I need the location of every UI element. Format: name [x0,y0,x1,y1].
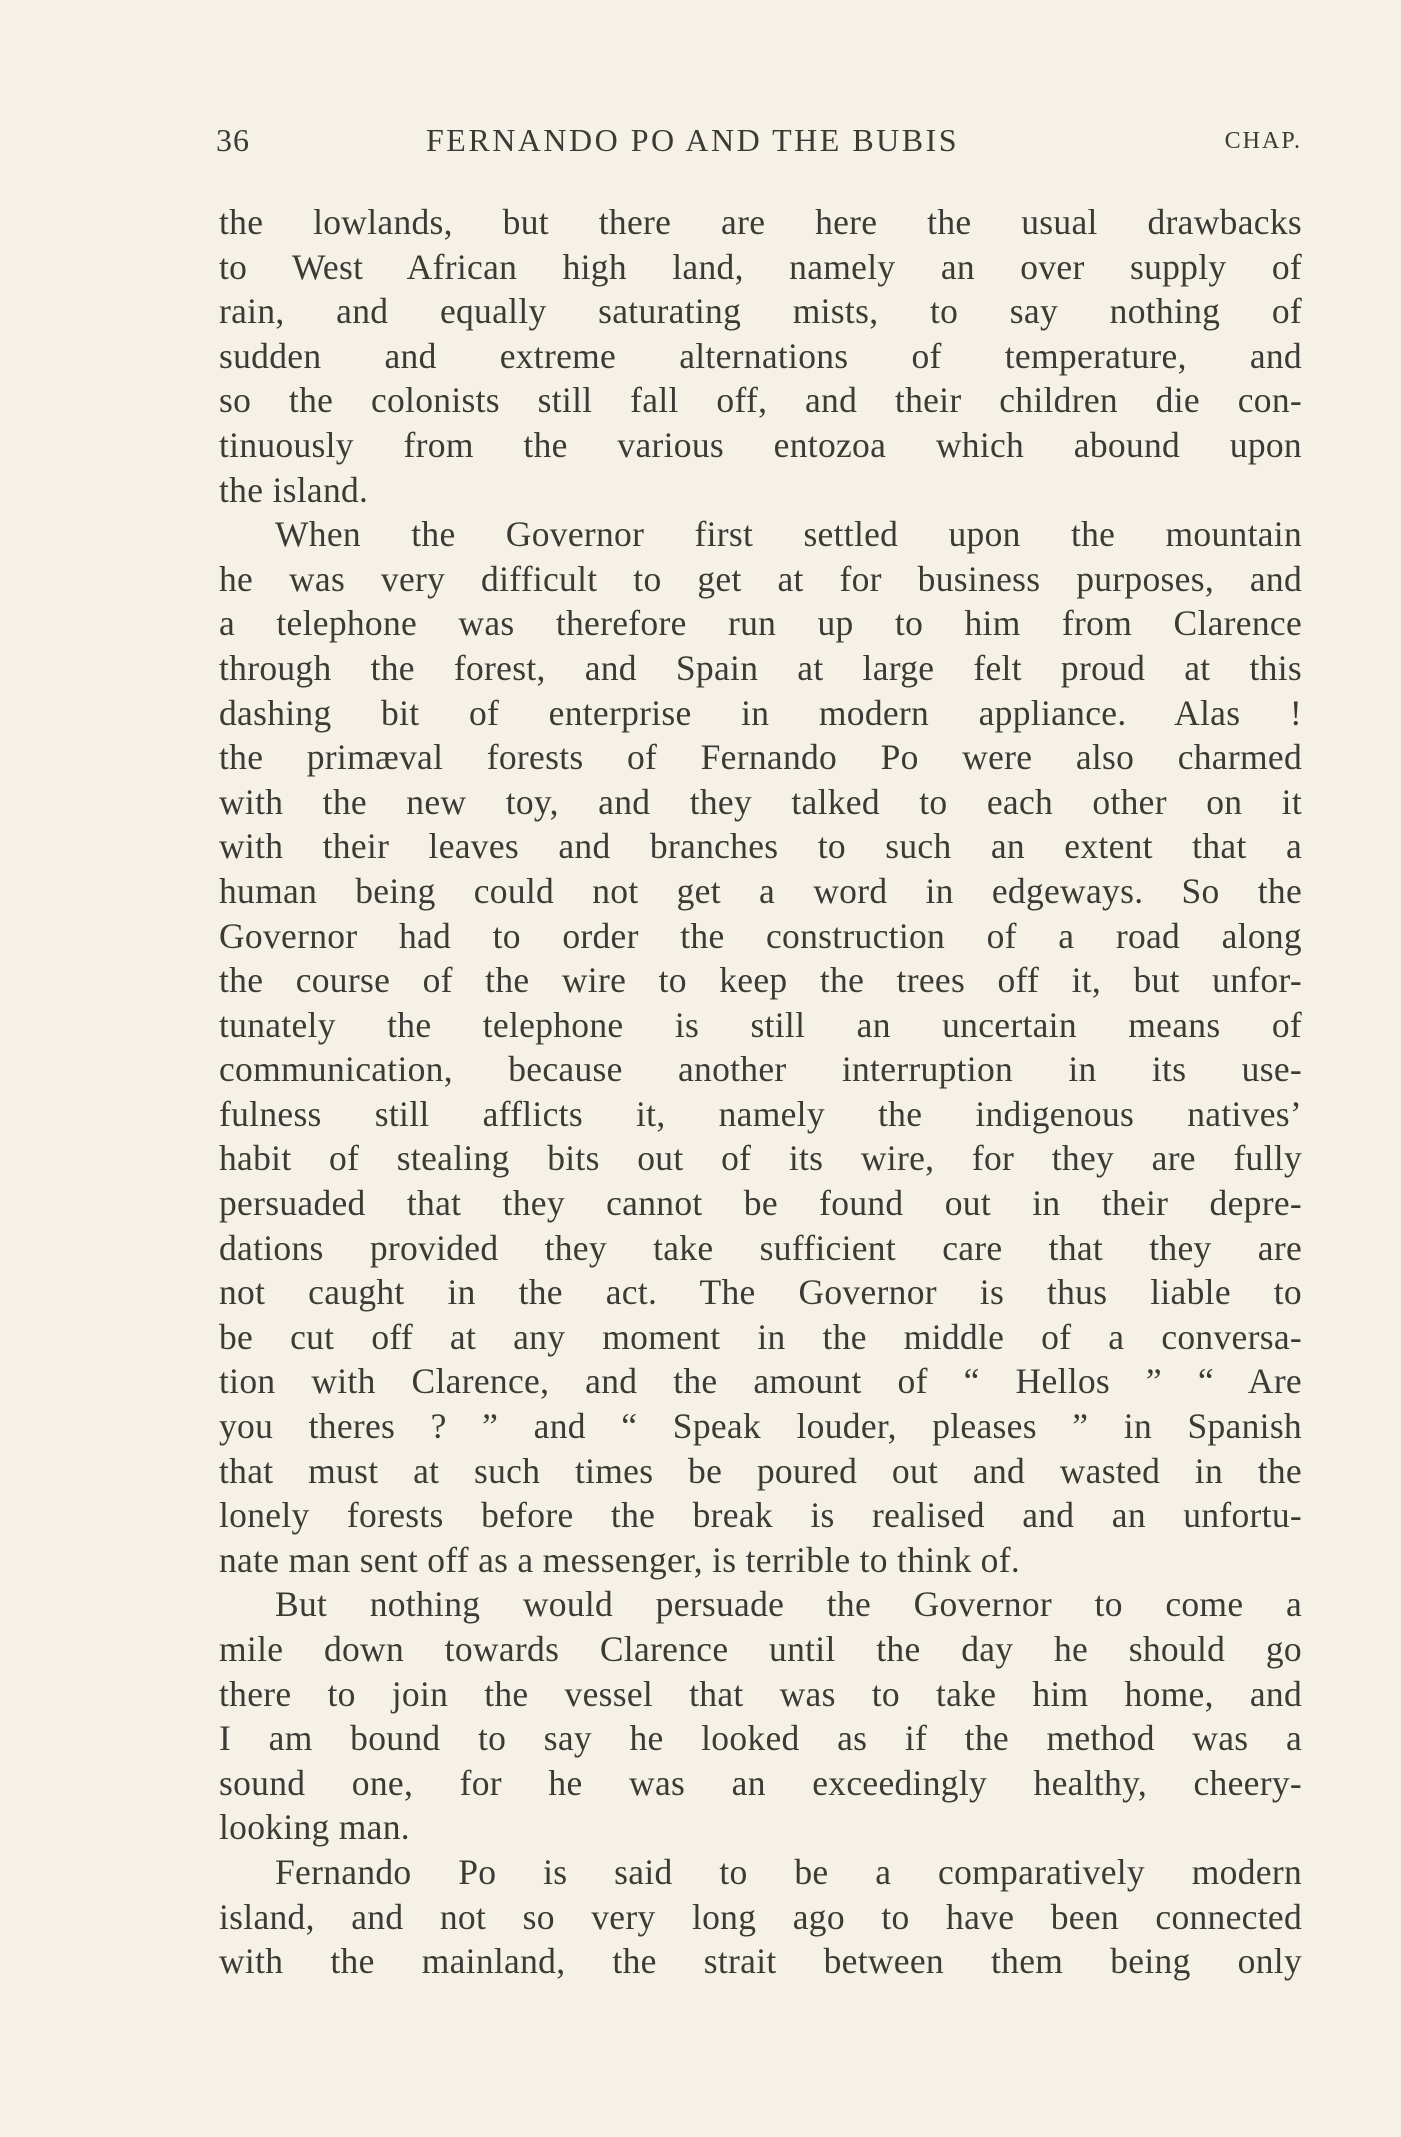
text-line: fulness still afflicts it, namely the indigenous natives’ [219,1093,1302,1134]
text-line: communication, because another interruption in its use- [219,1049,1302,1090]
text-line: you theres ? ” and “ Speak louder, pleases ” in Spanish [219,1406,1302,1447]
text-line: with the mainland, the strait between them being only [219,1941,1302,1982]
text-line: a telephone was therefore run up to him from Clarence [219,603,1302,644]
text-line: not caught in the act. The Governor is thus liable to [219,1272,1302,1313]
text-line: the island. [219,469,369,510]
running-head [216,122,1302,162]
text-line: so the colonists still fall off, and their children die con- [219,380,1302,421]
text-line: mile down towards Clarence until the day he should go [219,1629,1302,1669]
text-line: human being could not get a word in edgeways. So the [219,870,1302,911]
text-line: he was very difficult to get at for business purposes, and [219,558,1302,599]
text-line: that must at such times be poured out and wasted in the [219,1450,1302,1491]
text-line: persuaded that they cannot be found out in their depre- [219,1183,1302,1224]
text-line: island, and not so very long ago to have been connected [219,1896,1302,1937]
text-line: sound one, for he was an exceedingly healthy, cheery- [219,1762,1302,1803]
text-line: the lowlands, but there are here the usual drawbacks [219,202,1302,242]
text-line: sudden and extreme alternations of temperature, and [219,335,1302,376]
text-line: through the forest, and Spain at large felt proud at this [219,647,1302,688]
running-title: FERNANDO PO AND THE BUBIS [426,122,960,158]
text-line: But nothing would persuade the Governor to come a [275,1584,1302,1625]
text-line: Fernando Po is said to be a comparatively modern [275,1851,1302,1892]
text-line: looking man. [219,1807,410,1848]
text-line: Governor had to order the construction of a road along [219,915,1302,956]
chapter-label: CHAP. [1224,128,1302,154]
text-line: tinuously from the various entozoa which abound upon [219,424,1302,465]
page-number: 36 [216,122,250,158]
text-line: there to join the vessel that was to take him home, and [219,1673,1302,1714]
text-line: I am bound to say he looked as if the method was a [219,1718,1302,1759]
text-line: habit of stealing bits out of its wire, for they are fully [219,1138,1302,1179]
text-line: When the Governor first settled upon the mountain [275,514,1302,555]
text-line: rain, and equally saturating mists, to say nothing of [219,291,1302,332]
text-line: tion with Clarence, and the amount of “ Hellos ” “ Are [219,1361,1302,1402]
text-line: with the new toy, and they talked to each other on it [219,781,1302,822]
text-line: to West African high land, namely an over supply of [219,246,1302,287]
body-text [219,200,1302,1984]
text-line: dashing bit of enterprise in modern appliance. Alas ! [219,692,1302,733]
text-line: with their leaves and branches to such an extent that a [219,826,1302,867]
text-line: dations provided they take sufficient care that they are [219,1227,1302,1268]
text-line: be cut off at any moment in the middle of a conversa- [219,1316,1302,1357]
text-line: the primæval forests of Fernando Po were also charmed [219,737,1302,778]
text-line: the course of the wire to keep the trees off it, but unfor- [219,960,1302,1001]
text-line: nate man sent off as a messenger, is terrible to think of. [219,1539,1021,1580]
text-line: tunately the telephone is still an uncertain means of [219,1004,1302,1045]
text-line: lonely forests before the break is realised and an unfortu- [219,1495,1302,1536]
